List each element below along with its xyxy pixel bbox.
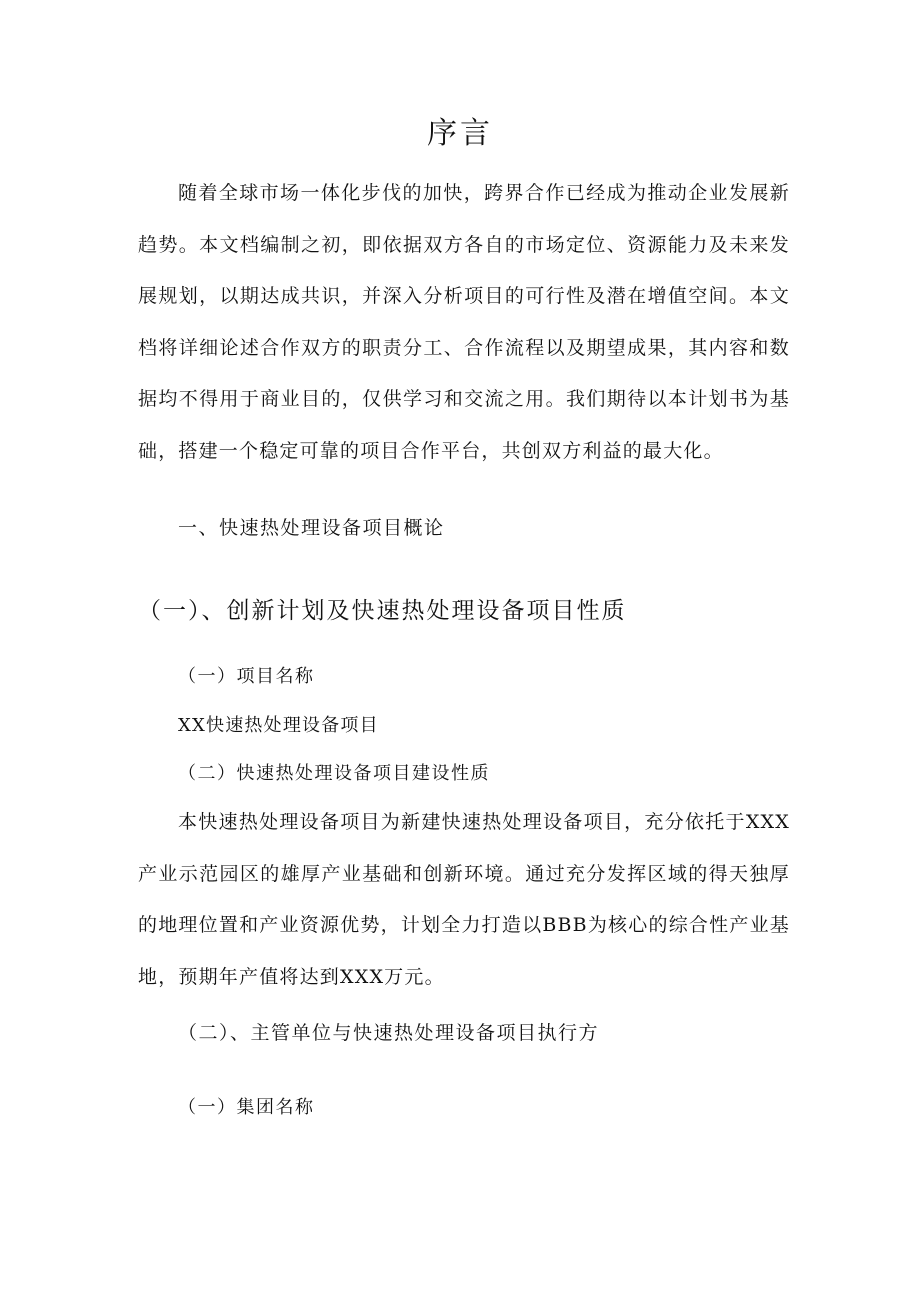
page-title: 序言 [427, 116, 493, 151]
subheading-construction-nature: （二）快速热处理设备项目建设性质 [178, 763, 490, 784]
section-heading-1: （一）、创新计划及快速热处理设备项目性质 [138, 598, 627, 624]
subheading-project-name: （一）项目名称 [178, 666, 315, 687]
chapter-heading: 一、快速热处理设备项目概论 [178, 517, 445, 539]
project-name-value: XX快速热处理设备项目 [178, 715, 379, 736]
subheading-group-name: （一）集团名称 [178, 1097, 315, 1118]
section-heading-2: （二）、主管单位与快速热处理设备项目执行方 [178, 1022, 600, 1044]
preface-paragraph: 随着全球市场一体化步伐的加快，跨界合作已经成为推动企业发展新趋势。本文档编制之初，即依据双方各自的市场定位、资源能力及未来发展规划，以期达成共识，并深入分析项目的可行性及潜在增值空间。本文档将详细论述合作双方的职责分工、合作流程以及期望成果，其内容和数据均不得用于商业目的，仅供学习和交流之用。我们期待以本计划书为基础，搭建一个稳定可靠的项目合作平台，共创双方利益的最大化。 [138, 182, 790, 462]
construction-nature-paragraph: 本快速热处理设备项目为新建快速热处理设备项目，充分依托于XXX产业示范园区的雄厚产业基础和创新环境。通过充分发挥区域的得天独厚的地理位置和产业资源优势，计划全力打造以BBB为核心的综合性产业基地，预期年产值将达到XXX万元。 [138, 811, 790, 988]
